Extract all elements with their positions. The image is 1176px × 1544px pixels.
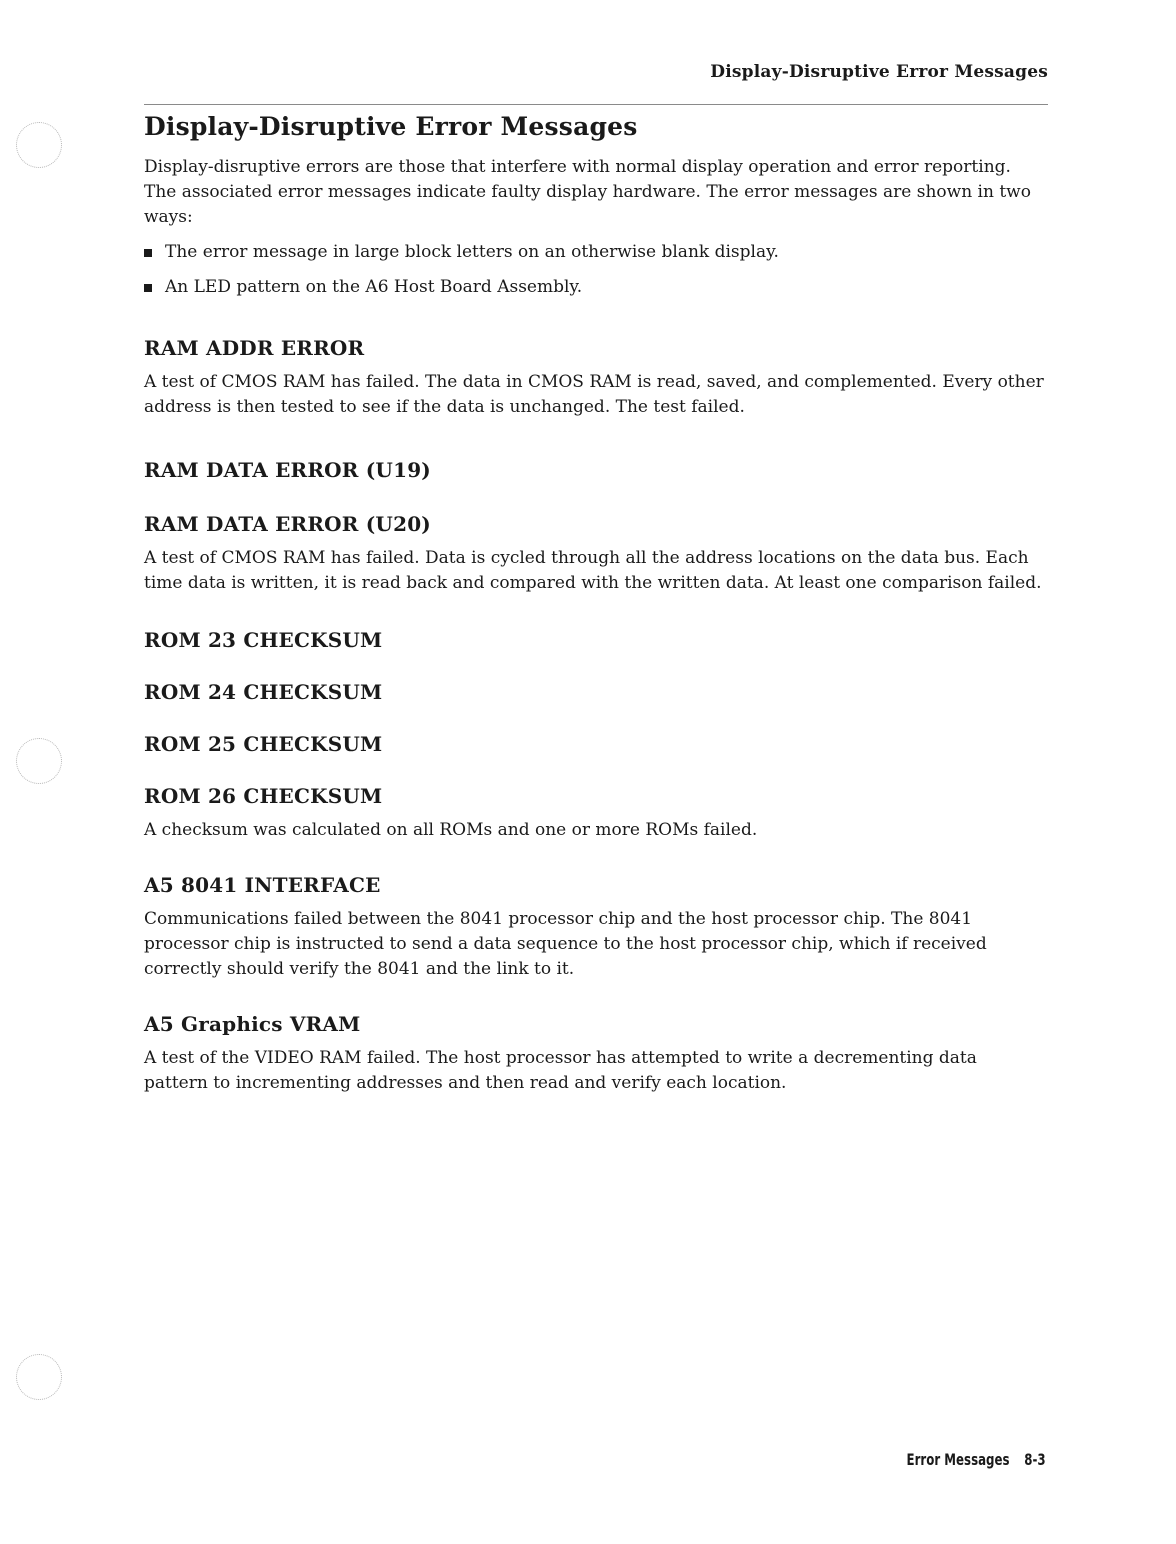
bullet-text: An LED pattern on the A6 Host Board Assembly. xyxy=(165,277,583,297)
footer-chapter: Error Messages xyxy=(906,1450,1010,1469)
section-rom-25-checksum xyxy=(144,732,1044,756)
running-head: Display-Disruptive Error Messages xyxy=(710,62,1048,82)
bullet-list xyxy=(144,240,1044,300)
intro-paragraph: Display-disruptive errors are those that interfere with normal display operation and error reporting. The associated error messages indicate faulty display hardware. The error messages are shown in two ways: xyxy=(144,157,1031,227)
section-ram-data-error-u20 xyxy=(144,512,1044,596)
section-rom-24-checksum xyxy=(144,680,1044,704)
section-a5-8041-interface xyxy=(144,873,1044,982)
main-content xyxy=(144,112,1044,1096)
bullet-text: The error message in large block letters on an otherwise blank display. xyxy=(165,242,779,262)
section-ram-data-error-u19 xyxy=(144,458,1044,482)
punch-hole-top xyxy=(16,122,62,168)
punch-hole-middle xyxy=(16,738,62,784)
section-heading: RAM DATA ERROR (U19) xyxy=(144,458,431,482)
header-rule xyxy=(144,104,1048,105)
page-title: Display-Disruptive Error Messages xyxy=(144,112,638,141)
punch-hole-bottom xyxy=(16,1354,62,1400)
section-body: A checksum was calculated on all ROMs and one or more ROMs failed. xyxy=(144,820,758,840)
section-heading: A5 8041 INTERFACE xyxy=(144,873,381,897)
section-body: A test of the VIDEO RAM failed. The host processor has attempted to write a decrementing data pattern to incrementing addresses and then read and verify each location. xyxy=(144,1048,977,1093)
section-heading: RAM ADDR ERROR xyxy=(144,336,365,360)
section-heading: RAM DATA ERROR (U20) xyxy=(144,512,431,536)
section-rom-26-checksum xyxy=(144,784,1044,843)
bullet-icon xyxy=(144,284,152,292)
section-body: Communications failed between the 8041 processor chip and the host processor chip. The 8041 processor chip is instructed to send a data sequence to the host processor chip, which if received correctly should verify the 8041 and the link to it. xyxy=(144,909,987,979)
section-body: A test of CMOS RAM has failed. The data in CMOS RAM is read, saved, and complemented. Every other address is then tested to see if the data is unchanged. The test failed. xyxy=(144,372,1044,417)
section-heading: ROM 25 CHECKSUM xyxy=(144,732,383,756)
section-a5-graphics-vram xyxy=(144,1012,1044,1096)
list-item xyxy=(144,275,1044,300)
page-footer xyxy=(907,1450,1046,1469)
section-ram-addr-error xyxy=(144,336,1044,420)
list-item xyxy=(144,240,1044,265)
section-heading: ROM 24 CHECKSUM xyxy=(144,680,383,704)
bullet-icon xyxy=(144,249,152,257)
section-body: A test of CMOS RAM has failed. Data is cycled through all the address locations on the data bus. Each time data is written, it is read back and compared with the written data. At least one comparison failed. xyxy=(144,548,1042,593)
section-heading: ROM 26 CHECKSUM xyxy=(144,784,383,808)
section-heading: A5 Graphics VRAM xyxy=(144,1012,361,1036)
footer-page-number: 8-3 xyxy=(1024,1450,1046,1469)
section-heading: ROM 23 CHECKSUM xyxy=(144,628,383,652)
section-rom-23-checksum xyxy=(144,628,1044,652)
